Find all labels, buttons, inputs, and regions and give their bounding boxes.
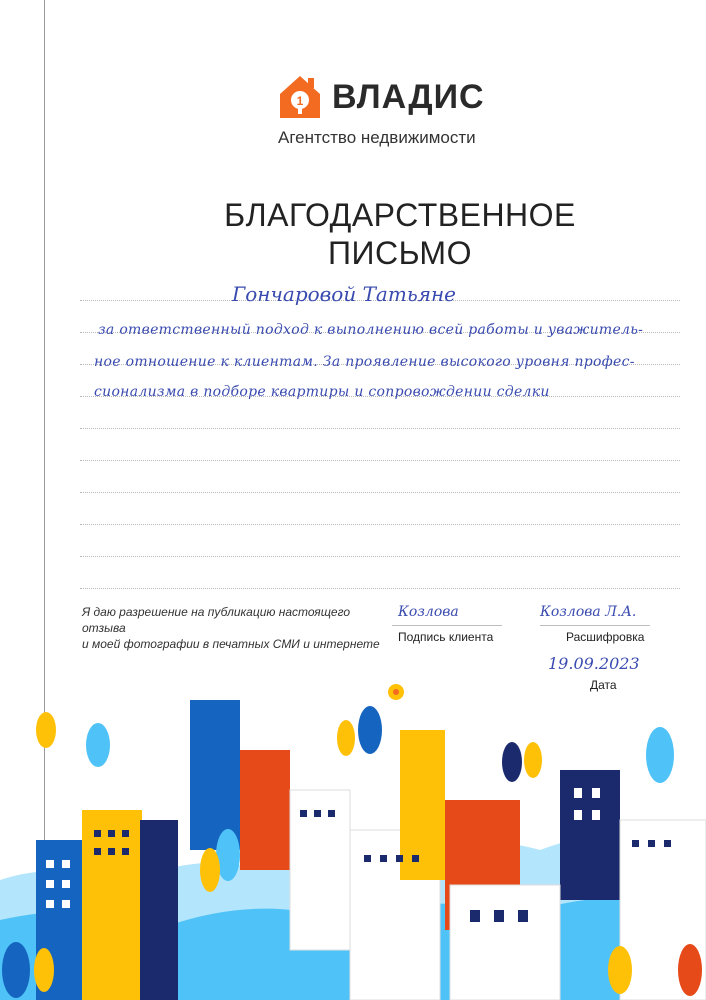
decoding-line — [540, 625, 650, 626]
writing-line — [80, 460, 680, 461]
house-key-icon — [278, 74, 322, 120]
consent-line-1: Я даю разрешение на публикацию настоящего отзыва — [82, 605, 351, 635]
consent-line-2: и моей фотографии в печатных СМИ и интернете — [82, 637, 380, 651]
client-signature: Козлова — [398, 604, 459, 620]
decoding-label: Расшифровка — [566, 630, 645, 644]
tree — [2, 942, 30, 998]
tree — [34, 948, 54, 992]
tree — [200, 848, 220, 892]
city-illustration — [0, 670, 706, 1000]
title-line-2: ПИСЬМО — [328, 235, 472, 271]
company-tagline: Агентство недвижимости — [278, 128, 476, 147]
tree — [86, 723, 110, 767]
tree — [358, 706, 382, 754]
date-label: Дата — [590, 678, 617, 692]
company-name: ВЛАДИС — [332, 78, 485, 116]
writing-line — [80, 556, 680, 557]
letter-body-line: за ответственный подход к выполнению всей работы и уважитель- — [98, 322, 644, 338]
building — [400, 730, 445, 880]
logo-badge: 1 — [296, 94, 304, 108]
writing-line — [80, 492, 680, 493]
page-title — [150, 196, 650, 272]
recipient-name: Гончаровой Татьяне — [232, 282, 456, 306]
writing-line — [80, 428, 680, 429]
tree — [502, 742, 522, 782]
writing-line — [80, 588, 680, 589]
date-value: 19.09.2023 — [548, 654, 640, 673]
tree — [36, 712, 56, 748]
signature-line — [392, 625, 502, 626]
client-name-decoding: Козлова Л.А. — [540, 604, 637, 620]
building — [140, 820, 178, 1000]
writing-line — [80, 524, 680, 525]
building — [560, 770, 620, 900]
title-line-1: БЛАГОДАРСТВЕННОЕ — [224, 197, 576, 233]
building — [240, 750, 290, 870]
signature-label: Подпись клиента — [398, 630, 494, 644]
tree — [608, 946, 632, 994]
building — [82, 810, 142, 1000]
letter-body-line: ное отношение к клиентам. За проявление высокого уровня профес- — [94, 354, 635, 370]
tree — [524, 742, 542, 778]
letter-body-line: сионализма в подборе квартиры и сопровождении сделки — [94, 384, 550, 400]
building — [190, 700, 240, 850]
consent-statement — [82, 604, 382, 652]
tree — [337, 720, 355, 756]
building — [450, 885, 560, 1000]
tree — [678, 944, 702, 996]
tree — [646, 727, 674, 783]
